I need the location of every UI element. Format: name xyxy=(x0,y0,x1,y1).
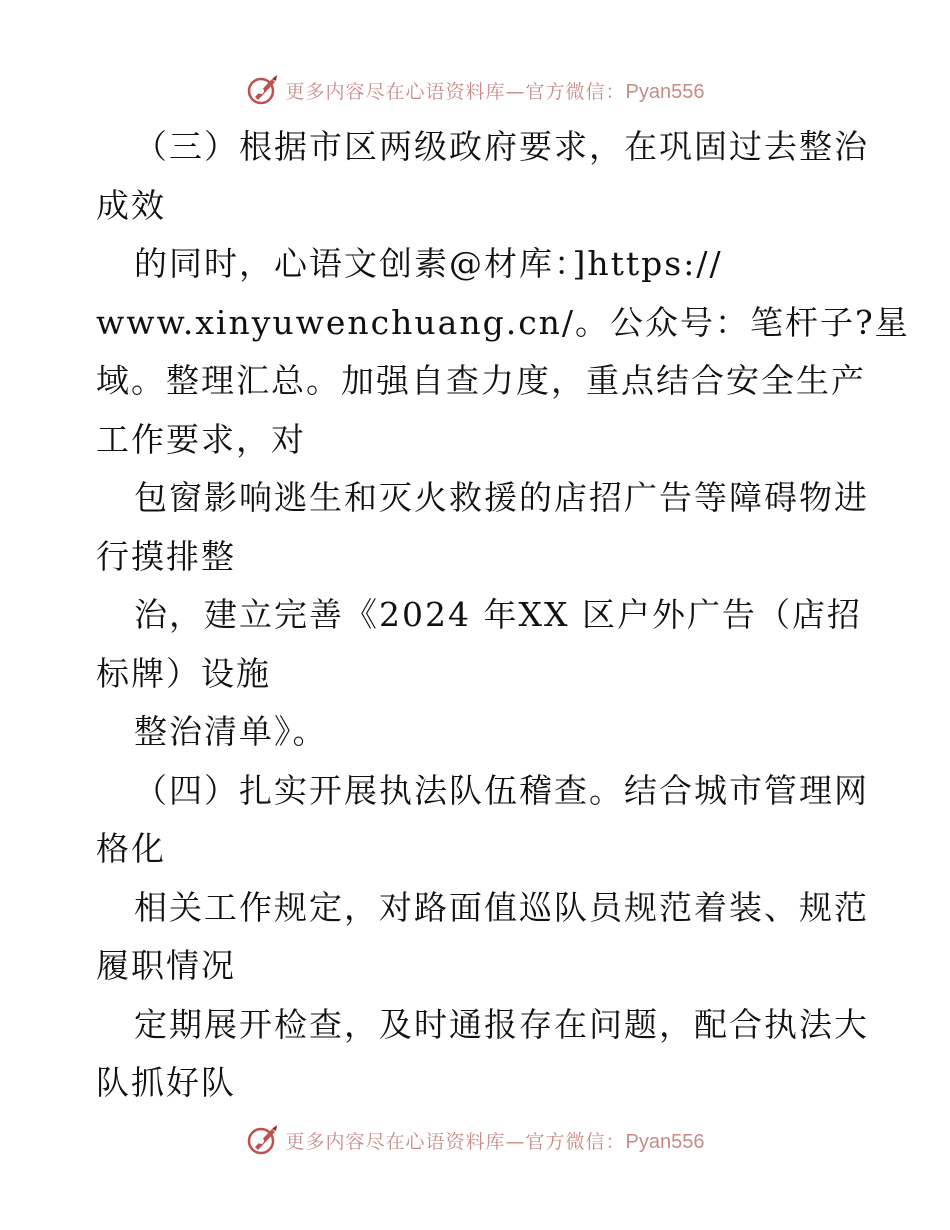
watermark-footer xyxy=(0,1120,950,1160)
text-line: 相关工作规定，对路面值巡队员规范着装、规范 xyxy=(134,887,869,927)
watermark-header xyxy=(0,70,950,110)
text-line: 行摸排整 xyxy=(96,536,236,576)
text-line: 定期展开检查，及时通报存在问题，配合执法大 xyxy=(134,1004,869,1044)
text-line: 整治清单》。 xyxy=(134,712,328,751)
watermark-dash: — xyxy=(505,80,526,103)
text-line: 域。整理汇总。加强自查力度，重点结合安全生产 xyxy=(96,361,866,400)
document-body xyxy=(96,118,910,1113)
watermark-dash: — xyxy=(505,1130,526,1153)
text-line: 包窗影响逃生和灭火救援的店招广告等障碍物进 xyxy=(134,478,869,517)
text-line: （三）根据市区两级政府要求，在巩固过去整治 xyxy=(134,127,869,166)
text-line: www.xinyuwenchuang.cn/。公众号：笔杆子?星 xyxy=(96,302,910,342)
watermark-wechat-id: Pyan556 xyxy=(625,80,705,103)
text-line: （四）扎实开展执法队伍稽查。结合城市管理网 xyxy=(134,770,869,810)
text-line: 标牌）设施 xyxy=(96,653,271,693)
text-line: 履职情况 xyxy=(96,946,236,985)
text-line: 的同时，心语文创素@材库：]https:// xyxy=(134,244,723,283)
watermark-wechat-id: Pyan556 xyxy=(625,1130,705,1153)
watermark-text xyxy=(286,1127,705,1154)
watermark-text xyxy=(286,77,705,104)
quill-pen-logo-icon xyxy=(246,73,280,107)
text-line: 工作要求，对 xyxy=(96,419,306,459)
watermark-main-text: 更多内容尽在心语资料库 xyxy=(285,80,506,103)
watermark-wechat-label: 官方微信： xyxy=(525,80,626,103)
text-line: 成效 xyxy=(96,185,166,225)
watermark-main-text: 更多内容尽在心语资料库 xyxy=(285,1130,506,1153)
text-line: 治，建立完善《2024 年XX 区户外广告（店招 xyxy=(134,595,862,634)
text-line: 队抓好队 xyxy=(96,1063,236,1102)
quill-pen-logo-icon xyxy=(246,1123,280,1157)
text-line: 格化 xyxy=(96,829,166,868)
watermark-wechat-label: 官方微信： xyxy=(525,1130,626,1153)
